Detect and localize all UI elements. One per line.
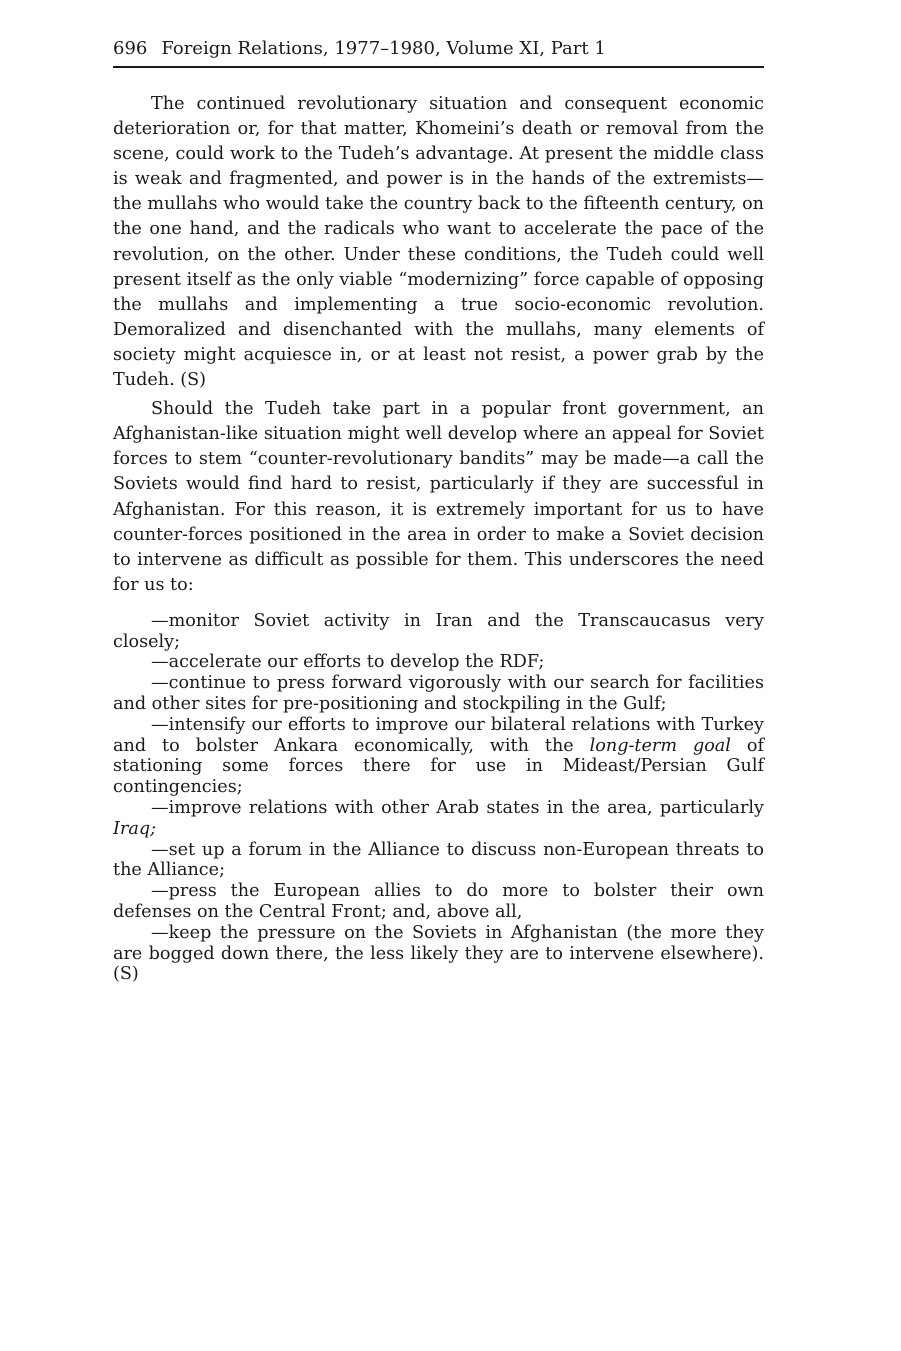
list-item-monitor-soviet-activity: —monitor Soviet activity in Iran and the Transcaucasus very closely;	[113, 610, 764, 652]
running-head	[113, 36, 764, 68]
list-item-text: of stationing some forces there for use in Mideast/Persian Gulf contingencies;	[113, 735, 764, 798]
page-number: 696	[113, 38, 148, 59]
list-item-alliance-forum: —set up a forum in the Alliance to discuss non-European threats to the Alliance;	[113, 839, 764, 881]
emphasis-text: long-term goal	[589, 735, 731, 756]
paragraph-popular-front: Should the Tudeh take part in a popular front government, an Afghanistan-like situation might well develop where an appeal for Soviet forces to stem “counter-revolutionary bandits” may be made—a call the Soviets would find hard to resist, particularly if they are successful in Afghanistan. For this reason, it is extremely important for us to have counter-forces positioned in the area in order to make a Soviet decision to intervene as difficult as possible for them. This underscores the need for us to:	[113, 399, 764, 595]
list-item-text: —intensify our efforts to improve our bilateral relations with Turkey and to bolster Ankara economically, with the	[113, 714, 764, 756]
list-item-european-allies: —press the European allies to do more to bolster their own defenses on the Central Front; and, above all,	[113, 881, 764, 923]
list-item-text: —improve relations with other Arab states in the area, particularly	[151, 798, 764, 819]
list-item-accelerate-rdf: —accelerate our efforts to develop the RDF;	[151, 652, 545, 673]
running-title: Foreign Relations, 1977–1980, Volume XI, Part 1	[161, 38, 606, 59]
paragraph-tudeh-advantage: The continued revolutionary situation and consequent economic deterioration or, for that matter, Khomeini’s death or removal from the scene, could work to the Tudeh’s advantage. At present the middle class is weak and fragmented, and power is in the hands of the extremists—the mullahs who would take the country back to the fifteenth century, on the one hand, and the radicals who want to accelerate the pace of the revolution, on the other. Under these conditions, the Tudeh could well present itself as the only viable “modernizing” force capable of opposing the mullahs and implementing a true socio-economic revolution. Demoralized and disenchanted with the mullahs, many elements of society might acquiesce in, or at least not resist, a power grab by the Tudeh. (S)	[113, 94, 765, 391]
list-item-press-forward-facilities: —continue to press forward vigorously with our search for facilities and other sites for pre-positioning and stockpiling in the Gulf;	[113, 673, 764, 715]
emphasis-text: Iraq;	[113, 818, 157, 839]
recommendations-list	[113, 611, 764, 985]
body-text	[113, 92, 764, 598]
list-item-arab-states	[113, 798, 764, 840]
list-item-afghanistan-pressure: —keep the pressure on the Soviets in Afghanistan (the more they are bogged down there, the less likely they are to intervene elsewhere). (S)	[113, 922, 764, 985]
document-page	[113, 36, 764, 985]
list-item-turkey-relations	[113, 715, 764, 798]
